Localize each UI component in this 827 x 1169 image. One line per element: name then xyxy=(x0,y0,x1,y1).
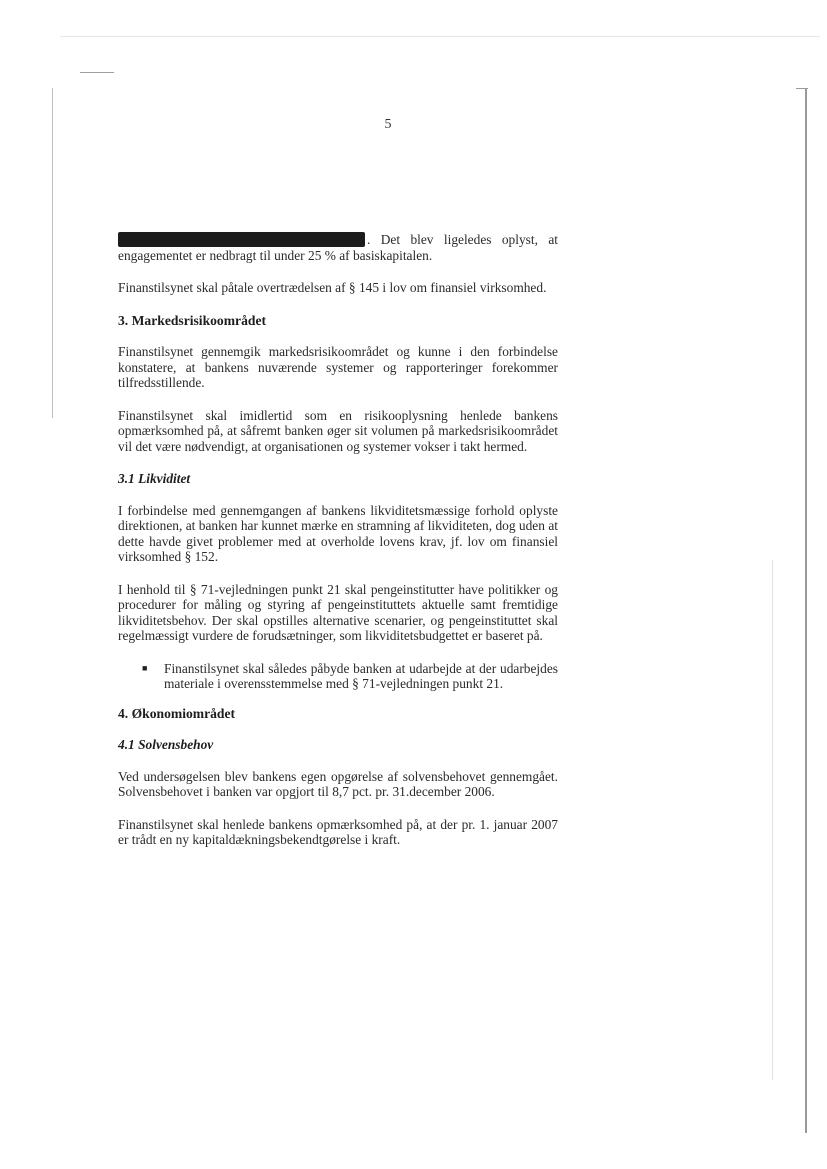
paragraph: Finanstilsynet skal påtale overtrædelsen af § 145 i lov om finansiel virksomhed. xyxy=(118,280,547,295)
paragraph: Finanstilsynet skal imidlertid som en risikooplysning henlede bankens opmærksomhed på, at såfremt banken øger sit volumen på markedsrisikoområdet vil det være nødvendigt, at organisationen og systemer vokser i takt hermed. xyxy=(118,407,558,454)
scan-edge-right xyxy=(805,88,807,1133)
document-body xyxy=(118,232,558,865)
paragraph: I forbindelse med gennemgangen af bankens likviditetsmæssige forhold oplyste direktionen, at banken har kunnet mærke en stramning af likviditeten, dog uden at dette havde givet problemer med at overholde lovens krav, jf. lov om finansiel virksomhed § 152. xyxy=(118,502,558,564)
paragraph: Ved undersøgelsen blev bankens egen opgørelse af solvensbehovet gennemgået. Solvensbehovet i banken var opgjort til 8,7 pct. pr. 31.december 2006. xyxy=(118,768,558,799)
section-heading: 3. Markedsrisikoområdet xyxy=(118,312,267,328)
paragraph-text: . Det blev ligeledes oplyst, at engagementet er nedbragt til under 25 % af basiskapitalen. xyxy=(118,232,558,263)
bullet-dot-icon: ■ xyxy=(142,662,148,673)
scan-mark xyxy=(80,72,114,73)
paragraph: I henhold til § 71-vejledningen punkt 21 skal pengeinstitutter have politikker og procedurer for måling og styring af pengeinstituttets aktuelle samt fremtidige likviditetsbehov. Der skal opstilles alternative scenarier, og pengeinstituttet skal regelmæssigt vurdere de forudsætninger, som likviditetsbudgettet er baseret på. xyxy=(118,581,558,643)
scan-edge-top xyxy=(60,36,820,37)
bullet-item xyxy=(118,661,558,692)
bullet-text: Finanstilsynet skal således påbyde banken at udarbejde at der udarbejdes materiale i overensstemmelse med § 71-vejledningen punkt 21. xyxy=(164,660,558,691)
scan-corner-mark xyxy=(796,88,808,89)
scan-edge-left xyxy=(52,88,53,418)
paragraph: Finanstilsynet skal henlede bankens opmærksomhed på, at der pr. 1. januar 2007 er trådt en ny kapitaldækningsbekendtgørelse i kraft. xyxy=(118,816,558,847)
subsection-heading: 3.1 Likviditet xyxy=(118,471,191,486)
scan-edge-right-inner xyxy=(772,560,773,1080)
redaction-block xyxy=(118,232,365,247)
section-heading: 4. Økonomiområdet xyxy=(118,705,236,721)
paragraph xyxy=(118,232,558,263)
paragraph: Finanstilsynet gennemgik markedsrisikoområdet og kunne i den forbindelse konstatere, at bankens nuværende systemer og rapporteringer forekommer tilfredsstillende. xyxy=(118,344,558,390)
page-number: 5 xyxy=(384,117,392,132)
subsection-heading: 4.1 Solvensbehov xyxy=(118,737,214,752)
